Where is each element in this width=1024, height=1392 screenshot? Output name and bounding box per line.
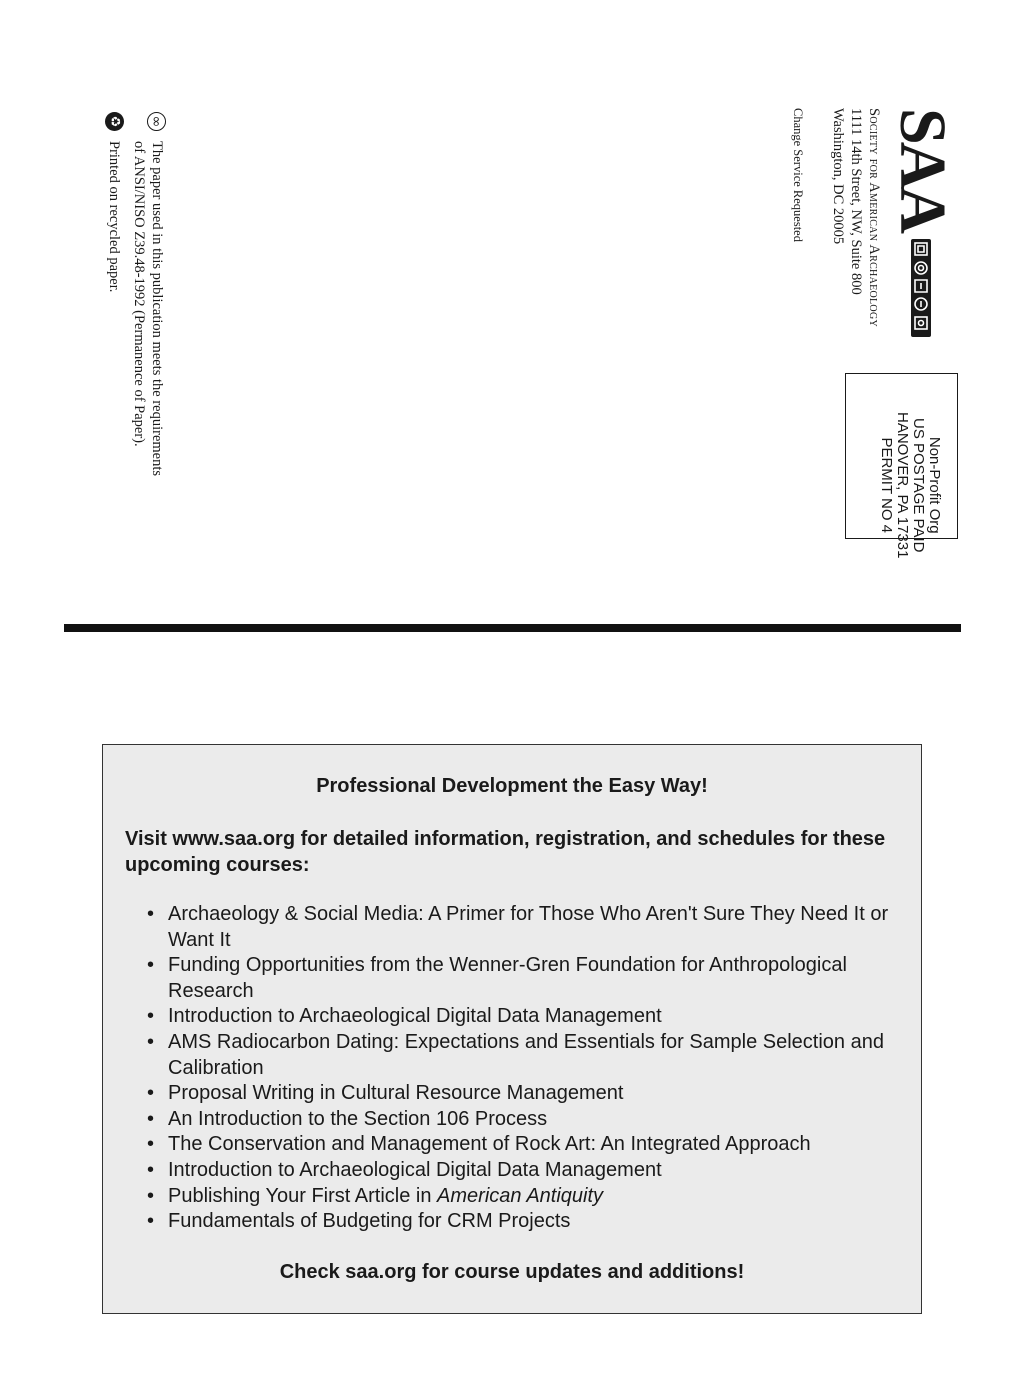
recycle-icon: ♻ <box>105 112 124 131</box>
postage-line-1: Non-Profit Org <box>926 436 943 534</box>
saa-logo-letters: SAA <box>886 108 959 232</box>
permanence-line-1: The paper used in this publication meets the requirements <box>149 141 165 477</box>
course-item: • Proposal Writing in Cultural Resource Management <box>147 1081 899 1107</box>
course-item: • AMS Radiocarbon Dating: Expectations and Essentials for Sample Selection and Calibration <box>147 1030 899 1081</box>
course-item: • An Introduction to the Section 106 Process <box>147 1107 899 1133</box>
promo-title: Professional Development the Easy Way! <box>316 775 708 797</box>
professional-development-box <box>102 744 922 1314</box>
postage-line-3: HANOVER, PA 17331 <box>894 412 911 559</box>
postage-indicia-text <box>878 412 942 558</box>
change-service-requested: Change Service Requested <box>791 108 805 242</box>
course-list <box>125 902 899 1235</box>
section-divider <box>64 624 961 632</box>
saa-logo-glyph-band <box>911 239 931 337</box>
course-item: • Fundamentals of Budgeting for CRM Projects <box>147 1209 899 1235</box>
promo-intro: Visit www.saa.org for detailed information, registration, and schedules for these upcoming courses: <box>125 828 886 876</box>
course-item: • The Conservation and Management of Rock Art: An Integrated Approach <box>147 1132 899 1158</box>
infinity-icon: ∞ <box>147 112 166 131</box>
paper-permanence-note <box>130 112 166 476</box>
postage-line-4: PERMIT NO 4 <box>878 437 895 534</box>
journal-name: American Antiquity <box>437 1184 604 1207</box>
permanence-text <box>130 141 166 476</box>
permanence-line-2: of ANSI/NISO Z39.48-1992 (Permanence of Paper). <box>131 141 147 447</box>
postage-line-2: US POSTAGE PAID <box>910 417 927 553</box>
course-item: • Funding Opportunities from the Wenner-Gren Foundation for Anthropological Research <box>147 953 899 1004</box>
course-item: • Introduction to Archaeological Digital Data Management <box>147 1158 899 1184</box>
recycled-paper-note <box>105 112 124 292</box>
course-item-text: Publishing Your First Article in <box>168 1184 438 1207</box>
course-item: • Archaeology & Social Media: A Primer for Those Who Aren't Sure They Need It or Want It <box>147 902 899 953</box>
street-address: 1111 14th Street, NW, Suite 800 <box>848 108 864 295</box>
recycled-text: Printed on recycled paper. <box>106 141 123 293</box>
promo-footer: Check saa.org for course updates and additions! <box>279 1260 745 1283</box>
saa-logo <box>886 108 959 337</box>
return-address <box>829 108 883 327</box>
course-item: • Introduction to Archaeological Digital Data Management <box>147 1004 899 1030</box>
org-name: Society for American Archaeology <box>866 108 882 327</box>
city-address: Washington, DC 20005 <box>830 108 846 245</box>
course-item <box>147 1184 899 1210</box>
